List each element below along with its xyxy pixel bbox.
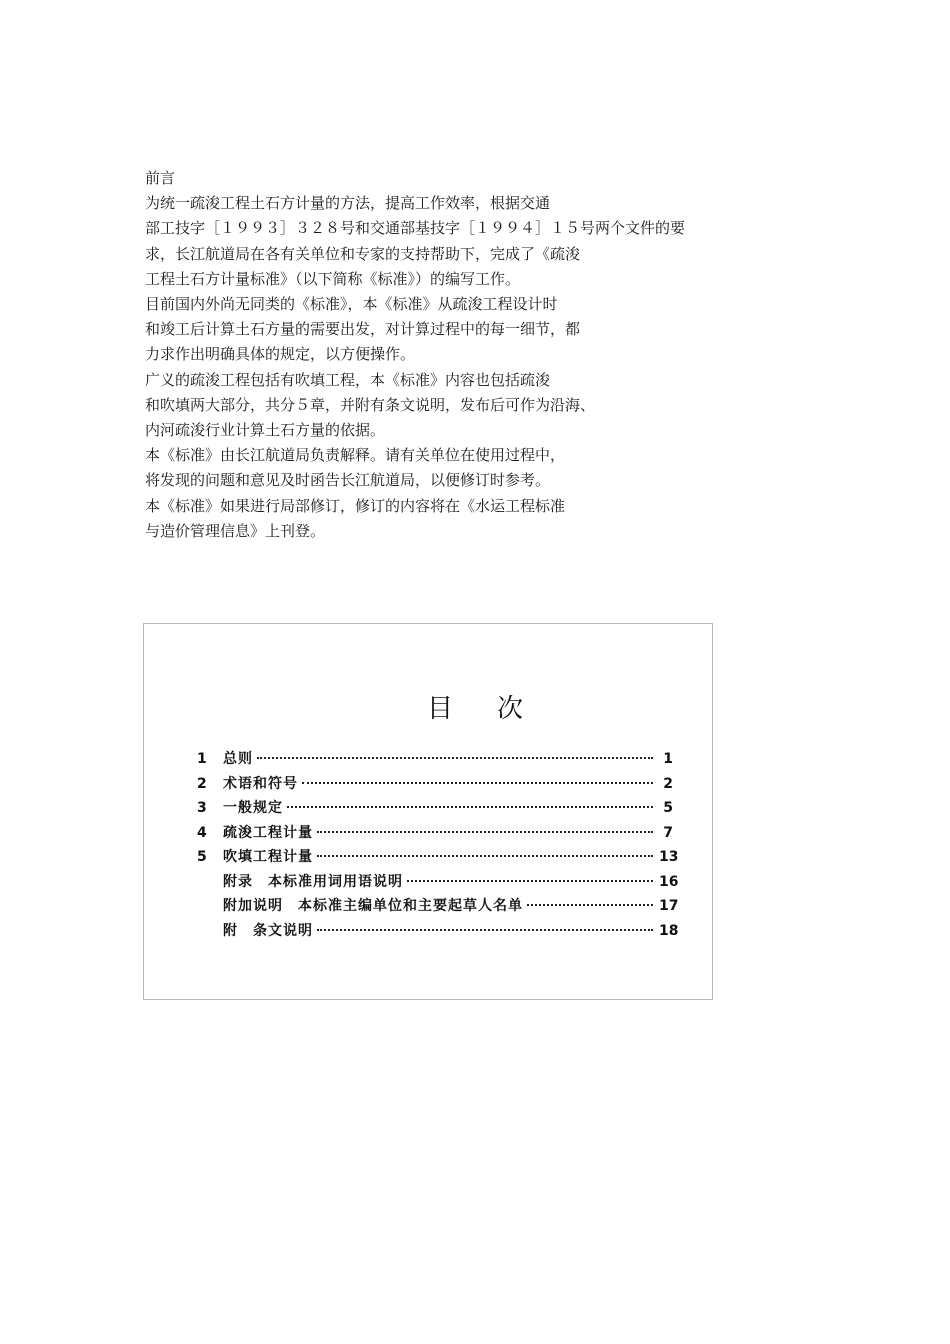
- toc-entry: [197, 797, 673, 822]
- toc-leader-dots: [257, 757, 653, 759]
- preface-line: 和吹填两大部分，共分５章，并附有条文说明，发布后可作为沿海、: [145, 395, 596, 414]
- preface-text: [145, 166, 785, 544]
- toc-entry-number: 3: [197, 800, 207, 816]
- toc-entry-page: 13: [659, 849, 679, 865]
- preface-line: 求，长江航道局在各有关单位和专家的支持帮助下，完成了《疏浚: [145, 244, 581, 263]
- toc-entry-label: 总则: [223, 751, 253, 767]
- toc-leader-dots: [287, 806, 653, 808]
- preface-line: 将发现的问题和意见及时函告长江航道局，以便修订时参考。: [145, 471, 551, 490]
- preface-line: 目前国内外尚无同类的《标准》，本《标准》从疏浚工程设计时: [145, 295, 558, 314]
- toc-entry-label: 一般规定: [223, 800, 283, 816]
- preface-line: 工程土石方计量标准》（以下简称《标准》）的编写工作。: [145, 269, 521, 288]
- toc-leader-dots: [317, 929, 653, 931]
- preface-line: 本《标准》如果进行局部修订，修订的内容将在《水运工程标准: [145, 496, 566, 515]
- toc-entry-page: 7: [663, 824, 673, 841]
- toc-list: [197, 748, 679, 944]
- preface-line: 与造价管理信息》上刊登。: [145, 521, 326, 540]
- toc-entry-page: 17: [659, 898, 679, 914]
- toc-entry: [197, 871, 679, 896]
- preface-line: 本《标准》由长江航道局负责解释。请有关单位在使用过程中，: [145, 446, 566, 465]
- toc-entry-page: 16: [659, 873, 679, 890]
- toc-entry: [197, 822, 673, 847]
- preface-line: 部工技字［１９９３］３２８号和交通部基技字［１９９４］１５号两个文件的要: [145, 219, 686, 238]
- toc-entry-label: 附 条文说明: [223, 922, 313, 939]
- toc-title: 目次: [426, 694, 567, 724]
- toc-entry: [197, 748, 673, 773]
- toc-leader-dots: [317, 855, 653, 857]
- toc-entry-number: 1: [197, 751, 207, 767]
- preface-line: 力求作出明确具体的规定，以方便操作。: [145, 345, 416, 364]
- toc-entry-number: 5: [197, 849, 207, 865]
- toc-entry-number: 2: [197, 775, 207, 792]
- preface-line: 为统一疏浚工程土石方计量的方法，提高工作效率，根据交通: [145, 194, 551, 213]
- toc-entry-label: 术语和符号: [223, 775, 298, 792]
- toc-entry-number: 4: [197, 824, 207, 841]
- toc-entry: [197, 773, 673, 798]
- toc-entry: [197, 920, 679, 945]
- preface-line: 和竣工后计算土石方量的需要出发，对计算过程中的每一细节，都: [145, 320, 581, 339]
- toc-entry-label: 附录 本标准用词用语说明: [223, 873, 403, 890]
- toc-entry-page: 2: [663, 775, 673, 792]
- toc-entry: [197, 846, 679, 871]
- toc-entry-page: 1: [663, 751, 673, 767]
- preface-line: 内河疏浚行业计算土石方量的依据。: [145, 421, 386, 440]
- toc-entry-label: 吹填工程计量: [223, 849, 313, 865]
- toc-leader-dots: [527, 904, 653, 906]
- toc-leader-dots: [407, 880, 653, 882]
- toc-entry-label: 附加说明 本标准主编单位和主要起草人名单: [223, 898, 523, 914]
- toc-entry-label: 疏浚工程计量: [223, 824, 313, 841]
- toc-entry: [197, 895, 679, 920]
- toc-entry-page: 5: [663, 800, 673, 816]
- toc-leader-dots: [302, 782, 653, 784]
- toc-leader-dots: [317, 831, 653, 833]
- toc-entry-page: 18: [659, 922, 679, 939]
- preface-line: 广义的疏浚工程包括有吹填工程，本《标准》内容也包括疏浚: [145, 370, 551, 389]
- preface-heading: 前言: [145, 169, 176, 187]
